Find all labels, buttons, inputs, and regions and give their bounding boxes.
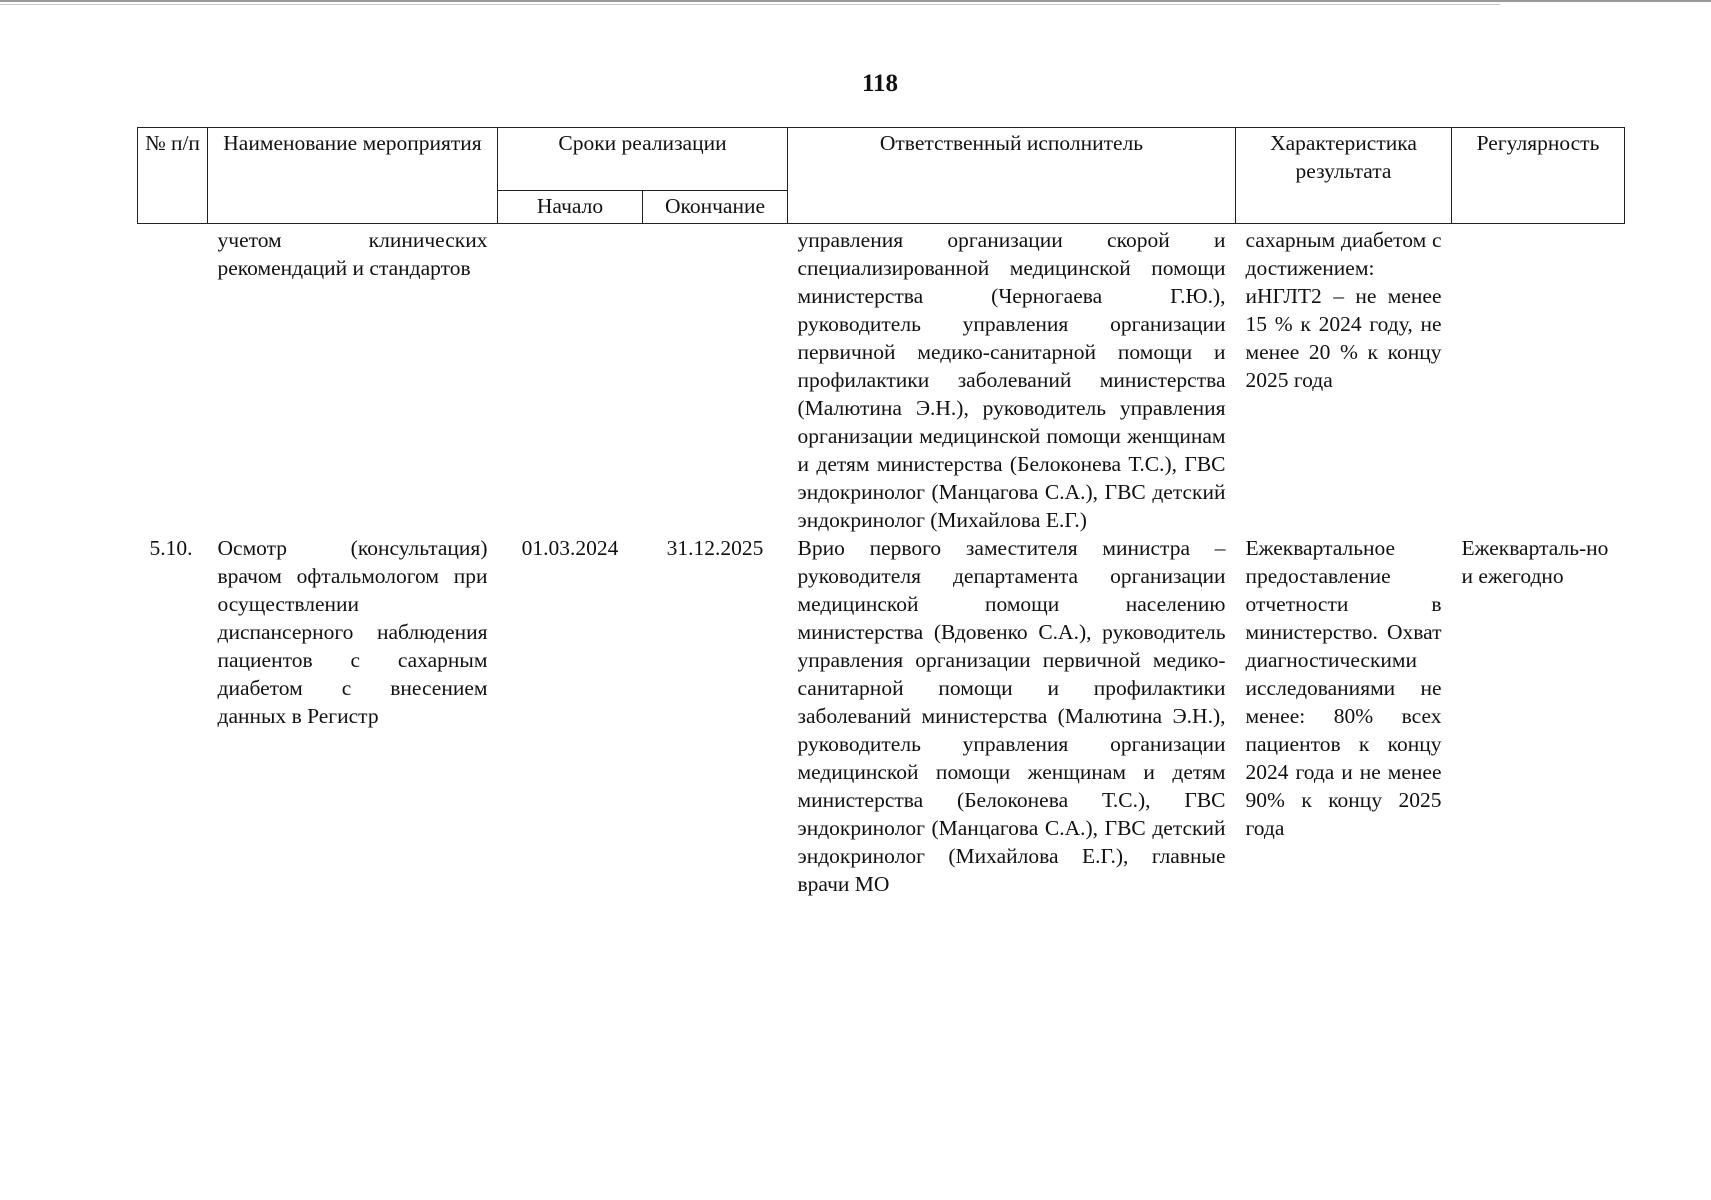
row-end: 31.12.2025 — [666, 536, 764, 560]
table-row — [138, 534, 1625, 898]
row-name: учетом клинических рекомендаций и стандартов — [217, 228, 488, 280]
row-name: Осмотр (консультация) врачом офтальмологом при осуществлении диспансерного наблюдения пациентов с сахарным диабетом с внесением данных в Регистр — [217, 536, 488, 728]
row-regularity — [1452, 224, 1625, 535]
plan-table — [137, 127, 1625, 898]
header-period: Сроки реализации — [498, 128, 788, 191]
row-result: сахарным диабетом с достижением: иНГЛТ2 – не менее 15 % к 2024 году, не менее 20 % к концу 2025 года — [1245, 228, 1442, 392]
header-start: Начало — [498, 191, 643, 224]
row-executor: управления организации скорой и специализированной медицинской помощи министерства (Черногаева Г.Ю.), руководитель управления организации первичной медико-санитарной помощи и профилактики заболеваний министерства (Малютина Э.Н.), руководитель управления организации медицинской помощи женщинам и детям министерства (Белоконева Т.С.), ГВС эндокринолог (Манцагова С.А.), ГВС детский эндокринолог (Михайлова Е.Г.) — [797, 228, 1226, 532]
row-start: 01.03.2024 — [521, 536, 619, 560]
scan-edge-top — [0, 0, 1711, 2]
row-num: 5.10. — [149, 536, 193, 560]
row-end — [643, 224, 788, 535]
scan-edge-line — [0, 4, 1500, 5]
table-body — [138, 224, 1625, 899]
row-regularity: Ежекварталь-но и ежегодно — [1461, 536, 1609, 588]
page-number: 118 — [861, 70, 899, 97]
header-name: Наименование мероприятия — [208, 128, 498, 224]
header-regularity: Регулярность — [1452, 128, 1625, 224]
header-executor: Ответственный исполнитель — [788, 128, 1236, 224]
row-start — [498, 224, 643, 535]
row-num — [138, 224, 208, 535]
header-result: Характеристика результата — [1236, 128, 1452, 224]
table-header — [138, 128, 1625, 224]
header-num: № п/п — [138, 128, 208, 224]
row-executor: Врио первого заместителя министра – руководителя департамента организации медицинской помощи населению министерства (Вдовенко С.А.), руководитель управления организации первичной медико-санитарной помощи и профилактики заболеваний министерства (Малютина Э.Н.), руководитель управления организации медицинской помощи женщинам и детям министерства (Белоконева Т.С.), ГВС эндокринолог (Манцагова С.А.), ГВС детский эндокринолог (Михайлова Е.Г.), главные врачи МО — [797, 536, 1226, 896]
header-end: Окончание — [643, 191, 788, 224]
table-row — [138, 224, 1625, 535]
row-result: Ежеквартальное предоставление отчетности в министерство. Охват диагностическими исследованиями не менее: 80% всех пациентов к концу 2024 года и не менее 90% к концу 2025 года — [1245, 536, 1442, 840]
